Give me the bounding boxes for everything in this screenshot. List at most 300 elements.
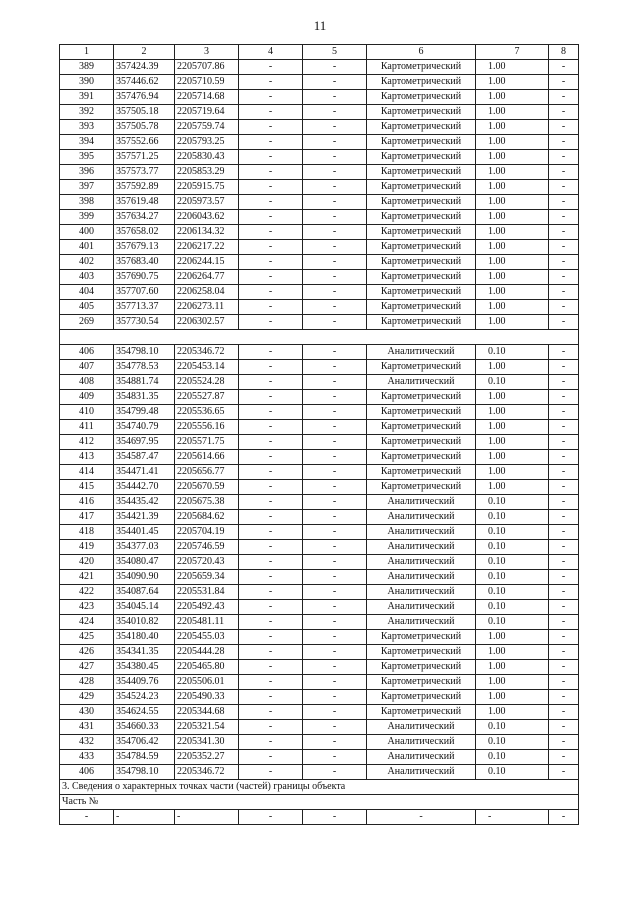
table-cell: - (549, 180, 579, 195)
table-cell: - (549, 345, 579, 360)
page-number: 11 (313, 18, 327, 33)
table-cell: Картометрический (367, 255, 476, 270)
table-cell: Аналитический (367, 750, 476, 765)
table-cell: 1.00 (476, 675, 549, 690)
table-cell: - (549, 615, 579, 630)
table-cell: - (549, 390, 579, 405)
table-cell: Картометрический (367, 210, 476, 225)
table-cell: 357619.48 (114, 195, 175, 210)
table-cell: 2205973.57 (175, 195, 239, 210)
table-cell: 354045.14 (114, 600, 175, 615)
table-cell: - (239, 270, 303, 285)
table-cell: - (239, 615, 303, 630)
table-cell: - (239, 285, 303, 300)
table-cell: 2205481.11 (175, 615, 239, 630)
table-cell: 354624.55 (114, 705, 175, 720)
table-row (60, 540, 579, 555)
table-cell: 2205704.19 (175, 525, 239, 540)
table-cell: Картометрический (367, 195, 476, 210)
table-cell: 354798.10 (114, 765, 175, 780)
table-header-row (60, 45, 579, 60)
table-cell: - (549, 765, 579, 780)
table-row (60, 435, 579, 450)
table-row (60, 75, 579, 90)
table-cell: Картометрический (367, 420, 476, 435)
table-cell: - (303, 135, 367, 150)
table-cell: 2206217.22 (175, 240, 239, 255)
table-cell: - (303, 300, 367, 315)
table-cell: - (303, 810, 367, 825)
table-cell: - (239, 60, 303, 75)
table-cell: 0.10 (476, 570, 549, 585)
table-cell: 357707.60 (114, 285, 175, 300)
table-cell: 2205614.66 (175, 450, 239, 465)
table-cell: 2205656.77 (175, 465, 239, 480)
table-row (60, 480, 579, 495)
table-cell: 0.10 (476, 750, 549, 765)
table-cell: 1.00 (476, 135, 549, 150)
table-cell: - (549, 600, 579, 615)
table-cell: - (239, 195, 303, 210)
table-cell: 1.00 (476, 480, 549, 495)
table-cell: 2205915.75 (175, 180, 239, 195)
table-cell: - (239, 765, 303, 780)
table-cell: 414 (60, 465, 114, 480)
table-cell: 2205506.01 (175, 675, 239, 690)
table-cell: 354401.45 (114, 525, 175, 540)
table-cell: Картометрический (367, 135, 476, 150)
table-cell: 0.10 (476, 585, 549, 600)
table-cell: 354471.41 (114, 465, 175, 480)
table-cell: 354706.42 (114, 735, 175, 750)
table-cell: 1.00 (476, 645, 549, 660)
table-row (60, 525, 579, 540)
table-row (60, 195, 579, 210)
table-cell: 2206302.57 (175, 315, 239, 330)
table-cell: 354080.47 (114, 555, 175, 570)
table-cell: - (239, 210, 303, 225)
table-cell: 357552.66 (114, 135, 175, 150)
table-cell: 1.00 (476, 705, 549, 720)
table-cell: - (239, 525, 303, 540)
table-cell: - (549, 525, 579, 540)
table-cell: Картометрический (367, 630, 476, 645)
table-row (60, 60, 579, 75)
table-cell: - (239, 735, 303, 750)
table-cell: 357679.13 (114, 240, 175, 255)
table-row (60, 690, 579, 705)
table-row (60, 375, 579, 390)
table-cell: 354784.59 (114, 750, 175, 765)
table-cell: 422 (60, 585, 114, 600)
table-cell: - (239, 360, 303, 375)
table-cell: 354660.33 (114, 720, 175, 735)
table-cell: Аналитический (367, 555, 476, 570)
table-cell: 0.10 (476, 510, 549, 525)
table-cell: 2205352.27 (175, 750, 239, 765)
table-row (60, 450, 579, 465)
table-row (60, 270, 579, 285)
table-cell: Аналитический (367, 720, 476, 735)
table-cell: 1 (60, 45, 114, 60)
table-cell: - (303, 180, 367, 195)
table-cell: 1.00 (476, 105, 549, 120)
table-cell: Картометрический (367, 465, 476, 480)
table-cell: - (549, 165, 579, 180)
table-cell: - (239, 390, 303, 405)
table-cell: - (303, 600, 367, 615)
table-cell: 2205490.33 (175, 690, 239, 705)
table-row (60, 570, 579, 585)
table-cell: 8 (549, 45, 579, 60)
table-cell: 0.10 (476, 735, 549, 750)
table-cell: - (549, 690, 579, 705)
table-cell: Аналитический (367, 585, 476, 600)
table-cell: 2205710.59 (175, 75, 239, 90)
table-cell: 428 (60, 675, 114, 690)
table-cell: 431 (60, 720, 114, 735)
table-cell: - (114, 810, 175, 825)
table-cell: 421 (60, 570, 114, 585)
table-cell: 357446.62 (114, 75, 175, 90)
section-title-row-cell: 3. Сведения о характерных точках части (частей) границы объекта (60, 780, 579, 795)
table-cell: 1.00 (476, 150, 549, 165)
table-row (60, 735, 579, 750)
table-cell: - (549, 285, 579, 300)
table-cell: - (239, 105, 303, 120)
table-cell: Аналитический (367, 735, 476, 750)
table-cell: Картометрический (367, 690, 476, 705)
table-cell: 2205670.59 (175, 480, 239, 495)
table-cell: 433 (60, 750, 114, 765)
table-cell: - (303, 720, 367, 735)
table-cell: - (549, 195, 579, 210)
table-cell: 2205830.43 (175, 150, 239, 165)
table-row (60, 165, 579, 180)
table-cell: 418 (60, 525, 114, 540)
part-label-row-cell: Часть № (60, 795, 579, 810)
table-cell: 0.10 (476, 720, 549, 735)
table-cell: - (239, 315, 303, 330)
table-cell: 406 (60, 765, 114, 780)
table-cell: - (549, 225, 579, 240)
table-row (60, 255, 579, 270)
table-cell: Картометрический (367, 270, 476, 285)
table-cell: 2205707.86 (175, 60, 239, 75)
table-cell: 0.10 (476, 495, 549, 510)
table-cell: - (303, 225, 367, 240)
table-row (60, 720, 579, 735)
table-cell: Аналитический (367, 765, 476, 780)
table-cell: 2206043.62 (175, 210, 239, 225)
table-cell: - (239, 585, 303, 600)
table-cell: 425 (60, 630, 114, 645)
table-cell: Картометрический (367, 315, 476, 330)
table-cell: - (549, 810, 579, 825)
table-cell: 3 (175, 45, 239, 60)
table-cell: - (549, 480, 579, 495)
table-cell: 1.00 (476, 690, 549, 705)
table-cell: 2205714.68 (175, 90, 239, 105)
table-cell: 357690.75 (114, 270, 175, 285)
table-cell: 405 (60, 300, 114, 315)
table-cell: - (549, 660, 579, 675)
table-row (60, 465, 579, 480)
table-cell: - (239, 150, 303, 165)
table-cell: 1.00 (476, 285, 549, 300)
table-cell: Аналитический (367, 510, 476, 525)
table-cell: - (239, 720, 303, 735)
table-cell: 357713.37 (114, 300, 175, 315)
table-cell: 2206258.04 (175, 285, 239, 300)
table-cell: 1.00 (476, 660, 549, 675)
table-cell: 354087.64 (114, 585, 175, 600)
table-cell: - (549, 630, 579, 645)
table-cell: 1.00 (476, 90, 549, 105)
table-cell: Аналитический (367, 615, 476, 630)
table-cell: 357476.94 (114, 90, 175, 105)
blank-cell (60, 330, 579, 345)
table-cell: - (303, 540, 367, 555)
table-cell: 2205492.43 (175, 600, 239, 615)
table-cell: - (239, 180, 303, 195)
table-cell: Картометрический (367, 705, 476, 720)
table-cell: Картометрический (367, 480, 476, 495)
table-cell: - (303, 270, 367, 285)
table-row (60, 300, 579, 315)
table-cell: - (549, 150, 579, 165)
table-cell: - (549, 315, 579, 330)
table-cell: - (239, 240, 303, 255)
table-cell: - (239, 120, 303, 135)
table-cell: - (549, 300, 579, 315)
table-cell: - (303, 480, 367, 495)
table-row (60, 645, 579, 660)
table-cell: 2205793.25 (175, 135, 239, 150)
table-cell: 432 (60, 735, 114, 750)
table-cell: - (549, 555, 579, 570)
table-cell: 2205346.72 (175, 345, 239, 360)
table-cell: - (549, 120, 579, 135)
table-cell: - (549, 135, 579, 150)
table-row (60, 810, 579, 825)
table-row (60, 150, 579, 165)
table-cell: 7 (476, 45, 549, 60)
table-cell: 2205536.65 (175, 405, 239, 420)
table-cell: - (549, 585, 579, 600)
table-cell: 6 (367, 45, 476, 60)
table-cell: 407 (60, 360, 114, 375)
table-cell: 1.00 (476, 405, 549, 420)
table-cell: 357505.18 (114, 105, 175, 120)
table-cell: 412 (60, 435, 114, 450)
table-cell: 354090.90 (114, 570, 175, 585)
table-cell: 2205659.34 (175, 570, 239, 585)
table-cell: Картометрический (367, 300, 476, 315)
table-cell: 410 (60, 405, 114, 420)
table-row (60, 675, 579, 690)
table-cell: - (303, 75, 367, 90)
table-cell: - (549, 270, 579, 285)
table-cell: 357683.40 (114, 255, 175, 270)
table-cell: 391 (60, 90, 114, 105)
table-cell: - (239, 405, 303, 420)
table-cell: 2205556.16 (175, 420, 239, 435)
table-cell: 2205527.87 (175, 390, 239, 405)
table-cell: 400 (60, 225, 114, 240)
table-cell: - (303, 690, 367, 705)
table-cell: 1.00 (476, 210, 549, 225)
table-cell: Картометрический (367, 90, 476, 105)
table-cell: 0.10 (476, 765, 549, 780)
table-row (60, 585, 579, 600)
table-cell: - (239, 495, 303, 510)
table-cell: 403 (60, 270, 114, 285)
table-cell: - (549, 75, 579, 90)
table-cell: 354341.35 (114, 645, 175, 660)
table-cell: - (303, 105, 367, 120)
table-cell: 0.10 (476, 345, 549, 360)
table-cell: 2205346.72 (175, 765, 239, 780)
table-cell: Картометрический (367, 675, 476, 690)
table-cell: Аналитический (367, 375, 476, 390)
table-cell: 1.00 (476, 165, 549, 180)
table-cell: - (549, 465, 579, 480)
table-cell: - (303, 615, 367, 630)
table-cell: - (239, 75, 303, 90)
table-cell: 406 (60, 345, 114, 360)
table-cell: - (239, 450, 303, 465)
table-cell: - (303, 570, 367, 585)
table-cell: - (239, 255, 303, 270)
table-cell: - (303, 90, 367, 105)
table-cell: Картометрический (367, 405, 476, 420)
table-cell: - (303, 450, 367, 465)
table-cell: 354442.70 (114, 480, 175, 495)
table-row (60, 600, 579, 615)
table-cell: - (549, 90, 579, 105)
table-cell: 357592.89 (114, 180, 175, 195)
table-row (60, 420, 579, 435)
table-cell: 1.00 (476, 120, 549, 135)
table-cell: 354831.35 (114, 390, 175, 405)
table-cell: 390 (60, 75, 114, 90)
table-row (60, 210, 579, 225)
table-cell: - (303, 315, 367, 330)
table-cell: 395 (60, 150, 114, 165)
table-cell: 2205720.43 (175, 555, 239, 570)
table-row (60, 135, 579, 150)
table-cell: 0.10 (476, 555, 549, 570)
table-cell: 357730.54 (114, 315, 175, 330)
table-cell: - (303, 405, 367, 420)
table-cell: - (367, 810, 476, 825)
table-cell: 402 (60, 255, 114, 270)
table-cell: 2206264.77 (175, 270, 239, 285)
table-cell: 2206244.15 (175, 255, 239, 270)
table-cell: 1.00 (476, 390, 549, 405)
table-cell: - (303, 495, 367, 510)
table-cell: - (549, 450, 579, 465)
table-cell: 413 (60, 450, 114, 465)
table-cell: Картометрический (367, 285, 476, 300)
table-row (60, 180, 579, 195)
table-cell: 2205465.80 (175, 660, 239, 675)
table-cell: 357424.39 (114, 60, 175, 75)
table-cell: - (549, 495, 579, 510)
table-row (60, 225, 579, 240)
table-cell: Картометрический (367, 660, 476, 675)
table-cell: 2205719.64 (175, 105, 239, 120)
table-cell: 354377.03 (114, 540, 175, 555)
table-cell: 2205571.75 (175, 435, 239, 450)
table-cell: - (239, 465, 303, 480)
table-cell: - (549, 675, 579, 690)
table-cell: - (549, 435, 579, 450)
table-cell: 1.00 (476, 60, 549, 75)
table-cell: 357573.77 (114, 165, 175, 180)
table-cell: 1.00 (476, 180, 549, 195)
table-cell: 411 (60, 420, 114, 435)
table-cell: - (303, 60, 367, 75)
table-cell: - (60, 810, 114, 825)
table-cell: - (239, 480, 303, 495)
table-row (60, 240, 579, 255)
table-cell: 429 (60, 690, 114, 705)
table-cell: 357658.02 (114, 225, 175, 240)
table-cell: 416 (60, 495, 114, 510)
table-cell: 4 (239, 45, 303, 60)
table-cell: - (239, 540, 303, 555)
table-cell: 269 (60, 315, 114, 330)
table-cell: 1.00 (476, 195, 549, 210)
table-cell: - (303, 435, 367, 450)
table-row (60, 705, 579, 720)
table-cell: 1.00 (476, 240, 549, 255)
table-cell: - (239, 660, 303, 675)
table-cell: Картометрический (367, 150, 476, 165)
table-cell: 1.00 (476, 255, 549, 270)
table-cell: 1.00 (476, 450, 549, 465)
table-cell: - (239, 690, 303, 705)
table-cell: 430 (60, 705, 114, 720)
table-cell: 354881.74 (114, 375, 175, 390)
table-cell: 408 (60, 375, 114, 390)
table-cell: - (303, 465, 367, 480)
table-cell: Картометрический (367, 360, 476, 375)
table-cell: Картометрический (367, 180, 476, 195)
table-cell: 0.10 (476, 525, 549, 540)
table-cell: Картометрический (367, 240, 476, 255)
table-cell: - (239, 345, 303, 360)
table-cell: - (239, 300, 303, 315)
table-cell: Аналитический (367, 525, 476, 540)
table-row (60, 615, 579, 630)
table-cell: - (549, 240, 579, 255)
table-cell: - (303, 210, 367, 225)
table-cell: Картометрический (367, 75, 476, 90)
table-cell: - (239, 165, 303, 180)
table-cell: - (303, 510, 367, 525)
table-cell: - (303, 765, 367, 780)
table-cell: Картометрический (367, 120, 476, 135)
table-cell: 354409.76 (114, 675, 175, 690)
table-row (60, 405, 579, 420)
table-cell: Картометрический (367, 60, 476, 75)
table-cell: - (303, 705, 367, 720)
table-cell: - (303, 750, 367, 765)
table-cell: 354180.40 (114, 630, 175, 645)
